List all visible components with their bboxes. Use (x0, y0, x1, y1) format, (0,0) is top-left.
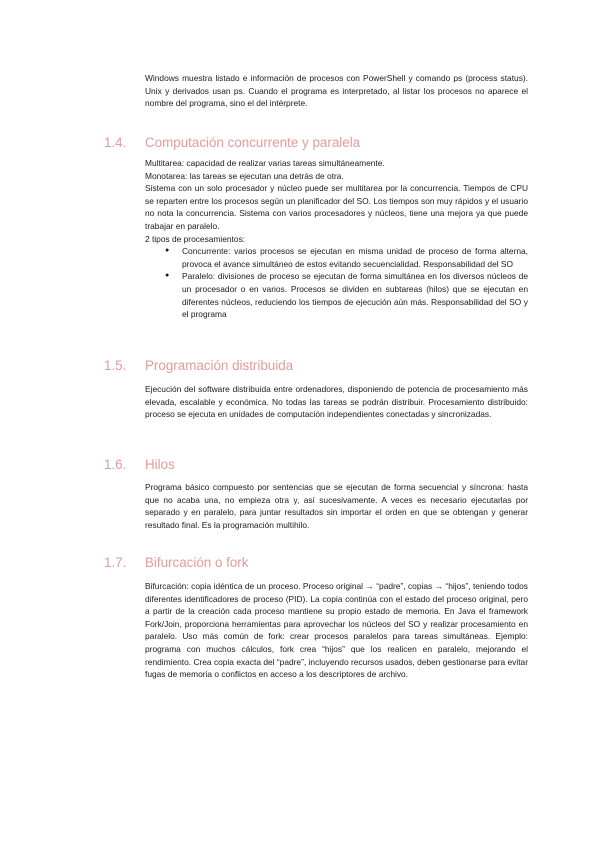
concurrency-paragraph: Sistema con un solo procesador y núcleo puede ser multitarea por la concurrencia. Tiempos de CPU se reparten entre los procesos según un planificador del SO. Los tiempos son muy rápidos y el usuario no nota la concurrencia. Sistema con varios procesadores y núcleos, tiene una mejora ya que puede trabajar en paralelo. (145, 183, 528, 231)
section-title: Computación concurrente y paralela (145, 135, 361, 150)
definition-monotarea: Monotarea: las tareas se ejecutan una detrás de otra. (145, 170, 344, 181)
definition-multitarea: Multitarea: capacidad de realizar varias tareas simultáneamente. (145, 158, 385, 168)
intro-paragraph: Windows muestra listado e información de procesos con PowerShell y comando ps (process status). Unix y derivados usan ps. Cuando el programa es interpretado, al listar los procesos no aparece el nombre del programa, sino el del intérprete. (145, 73, 528, 109)
section-heading-1-6 (104, 456, 534, 474)
bullet-icon: ● (165, 272, 170, 280)
section-body-1-5: Ejecución del software distribuida entre ordenadores, disponiendo de potencia de procesamiento más elevada, escalable y económica. No todas las tareas se podrán distribuir. Procesamiento distribuido: proceso se ejecuta en unidades de computación independientes conectadas y sincronizadas. (145, 384, 528, 420)
section-number: 1.7. (104, 555, 127, 570)
section-title: Programación distribuida (145, 358, 294, 373)
section-heading-1-4 (104, 134, 534, 152)
section-body-1-6: Programa básico compuesto por sentencias que se ejecutan de forma secuencial y síncrona: hasta que no acaba una, no empieza otra y, así sucesivamente. A veces es necesario ejecutarlas por separado y en paralelo, para juntar resultados sin importar el orden en que se obtengan y generar resultado final. Es la programación multihilo. (145, 482, 528, 530)
bullet-text-paralelo: Paralelo: divisiones de proceso se ejecutan de forma simultánea en los diversos núcleos de un procesador o en varios. Procesos se dividen en subtareas (hilos) que se ejecutan en diferentes núcleos, reduciendo los tiempos de ejecución aún más. Responsabilidad del SO y el programa (182, 271, 528, 320)
bullet-icon: ● (165, 247, 170, 255)
section-number: 1.5. (104, 358, 127, 373)
bullet-text-concurrente: Concurrente: varios procesos se ejecutan en misma unidad de proceso de forma alterna, provoca el avance simultáneo de estos evitando secuencialidad. Responsabilidad del SO (182, 246, 528, 269)
section-heading-1-5 (104, 357, 534, 375)
list-item (145, 270, 528, 320)
section-title: Hilos (145, 457, 175, 472)
list-item (145, 245, 528, 270)
section-number: 1.4. (104, 135, 127, 150)
processing-types-list (145, 245, 528, 321)
section-body-1-7: Bifurcación: copia idéntica de un proceso. Proceso original → “padre”, copias → “hijos”, teniendo todos diferentes identificadores de proceso (PID). La copia continúa con el estado del proceso original, pero a partir de la creación cada proceso mantiene su propio estado de memoria. En Java el framework Fork/Join, proporciona herramientas para aprovechar los núcleos del SO y realizar procesamiento en paralelo. Uso más común de fork: crear procesos paralelos para tareas simultáneas. Ejemplo: programa con muchos cálculos, fork crea “hijos” que los realicen en paralelo, mejorando el rendimiento. Crea copia exacta del “padre”, incluyendo recursos usados, deben gestionarse para evitar fugas de memoria o conflictos en acceso a los descriptores de archivo. (145, 581, 528, 680)
processing-types-label: 2 tipos de procesamientos: (145, 233, 246, 244)
section-title: Bifurcación o fork (145, 555, 249, 570)
section-heading-1-7 (104, 554, 534, 572)
section-body-1-4 (145, 157, 528, 321)
section-number: 1.6. (104, 457, 127, 472)
